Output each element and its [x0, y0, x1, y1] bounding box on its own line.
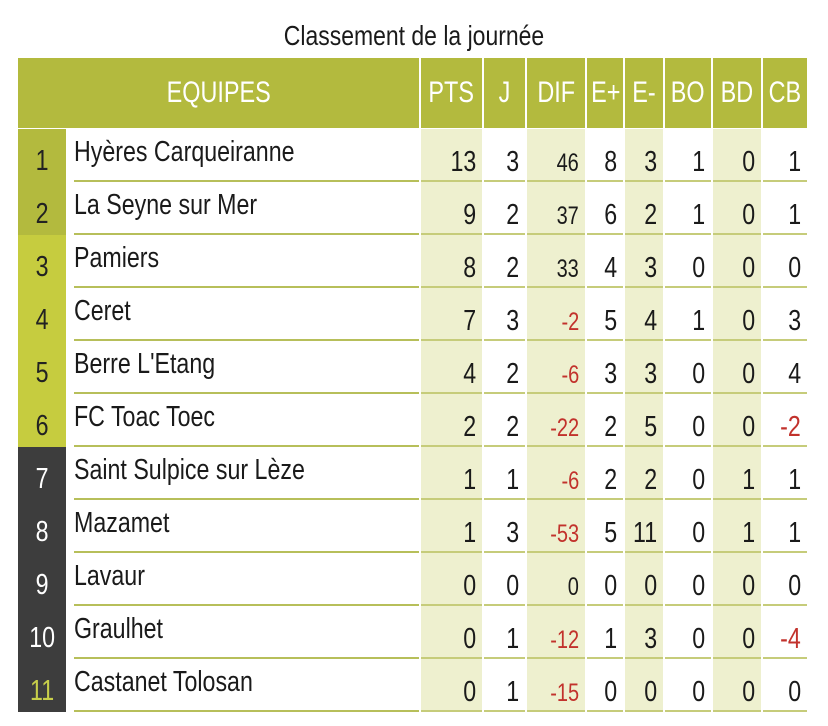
rank-cell: 6	[18, 394, 66, 447]
eplus-cell: 0	[587, 553, 623, 606]
rank-cell: 10	[18, 606, 66, 659]
j-cell: 2	[484, 182, 525, 235]
bo-cell: 1	[665, 182, 711, 235]
page-title: Classement de la journée	[283, 20, 545, 51]
header-pts: PTS	[421, 58, 482, 128]
pts-cell: 13	[421, 129, 482, 182]
eplus-cell: 0	[587, 659, 623, 712]
header-team: EQUIPES	[18, 58, 419, 128]
team-name: La Seyne sur Mer	[74, 182, 419, 235]
bo-cell: 0	[665, 553, 711, 606]
pts-cell: 0	[421, 659, 482, 712]
bd-cell: 0	[713, 394, 761, 447]
bd-cell: 0	[713, 606, 761, 659]
eplus-cell: 5	[587, 500, 623, 553]
rank-cell: 3	[18, 235, 66, 288]
cb-cell: 1	[763, 182, 807, 235]
dif-cell: -22	[527, 394, 585, 447]
dif-cell: 37	[527, 182, 585, 235]
j-cell: 1	[484, 659, 525, 712]
eplus-cell: 4	[587, 235, 623, 288]
cb-cell: 1	[763, 500, 807, 553]
cb-cell: 0	[763, 235, 807, 288]
team-name: FC Toac Toec	[74, 394, 419, 447]
bo-cell: 1	[665, 129, 711, 182]
bo-cell: 0	[665, 394, 711, 447]
eplus-cell: 2	[587, 447, 623, 500]
j-cell: 3	[484, 129, 525, 182]
j-cell: 1	[484, 606, 525, 659]
cb-cell: 3	[763, 288, 807, 341]
bo-cell: 0	[665, 659, 711, 712]
bd-cell: 1	[713, 500, 761, 553]
eplus-cell: 1	[587, 606, 623, 659]
team-name: Hyères Carqueiranne	[74, 129, 419, 182]
eplus-cell: 8	[587, 129, 623, 182]
dif-cell: -2	[527, 288, 585, 341]
pts-cell: 9	[421, 182, 482, 235]
bo-cell: 0	[665, 235, 711, 288]
eminus-cell: 4	[625, 288, 663, 341]
table-row	[18, 659, 828, 712]
table-row	[18, 447, 828, 500]
eminus-cell: 5	[625, 394, 663, 447]
bd-cell: 0	[713, 341, 761, 394]
standings-table	[18, 58, 828, 720]
table-row	[18, 553, 828, 606]
dif-cell: -12	[527, 606, 585, 659]
team-name: Castanet Tolosan	[74, 659, 419, 712]
bo-cell: 0	[665, 606, 711, 659]
eminus-cell: 0	[625, 553, 663, 606]
dif-cell: -6	[527, 341, 585, 394]
pts-cell: 2	[421, 394, 482, 447]
j-cell: 3	[484, 500, 525, 553]
bo-cell: 0	[665, 447, 711, 500]
eminus-cell: 0	[625, 659, 663, 712]
dif-cell: -15	[527, 659, 585, 712]
cb-cell: 0	[763, 553, 807, 606]
j-cell: 2	[484, 394, 525, 447]
header-cb: CB	[763, 58, 807, 128]
eminus-cell: 2	[625, 182, 663, 235]
dif-cell: -6	[527, 447, 585, 500]
bo-cell: 0	[665, 341, 711, 394]
team-name: Saint Sulpice sur Lèze	[74, 447, 419, 500]
cb-cell: 4	[763, 341, 807, 394]
dif-cell: 33	[527, 235, 585, 288]
eminus-cell: 3	[625, 129, 663, 182]
rank-cell: 7	[18, 447, 66, 500]
team-name: Berre L'Etang	[74, 341, 419, 394]
bd-cell: 0	[713, 235, 761, 288]
pts-cell: 8	[421, 235, 482, 288]
rank-cell: 4	[18, 288, 66, 341]
eplus-cell: 2	[587, 394, 623, 447]
eplus-cell: 6	[587, 182, 623, 235]
table-row	[18, 606, 828, 659]
team-name: Mazamet	[74, 500, 419, 553]
header-bd: BD	[713, 58, 761, 128]
dif-cell: -53	[527, 500, 585, 553]
header-eplus: E+	[587, 58, 623, 128]
bd-cell: 0	[713, 553, 761, 606]
table-row	[18, 182, 828, 235]
bd-cell: 0	[713, 659, 761, 712]
table-row	[18, 341, 828, 394]
pts-cell: 1	[421, 500, 482, 553]
pts-cell: 7	[421, 288, 482, 341]
pts-cell: 0	[421, 606, 482, 659]
table-row	[18, 129, 828, 182]
rank-cell: 2	[18, 182, 66, 235]
cb-cell: -2	[763, 394, 807, 447]
j-cell: 3	[484, 288, 525, 341]
bo-cell: 0	[665, 500, 711, 553]
cb-cell: -4	[763, 606, 807, 659]
table-row	[18, 394, 828, 447]
header-bo: BO	[665, 58, 711, 128]
dif-cell: 46	[527, 129, 585, 182]
team-name: Pamiers	[74, 235, 419, 288]
pts-cell: 4	[421, 341, 482, 394]
cb-cell: 1	[763, 447, 807, 500]
table-row	[18, 235, 828, 288]
j-cell: 2	[484, 341, 525, 394]
bd-cell: 0	[713, 129, 761, 182]
dif-cell: 0	[527, 553, 585, 606]
header-dif: DIF	[527, 58, 585, 128]
j-cell: 1	[484, 447, 525, 500]
cb-cell: 0	[763, 659, 807, 712]
pts-cell: 0	[421, 553, 482, 606]
bd-cell: 1	[713, 447, 761, 500]
header-j: J	[484, 58, 525, 128]
j-cell: 2	[484, 235, 525, 288]
pts-cell: 1	[421, 447, 482, 500]
eplus-cell: 5	[587, 288, 623, 341]
bd-cell: 0	[713, 182, 761, 235]
table-row	[18, 288, 828, 341]
rank-cell: 1	[18, 129, 66, 182]
team-name: Lavaur	[74, 553, 419, 606]
team-name: Graulhet	[74, 606, 419, 659]
eminus-cell: 3	[625, 235, 663, 288]
table-row	[18, 500, 828, 553]
eminus-cell: 3	[625, 341, 663, 394]
rank-cell: 9	[18, 553, 66, 606]
rank-cell: 11	[18, 659, 66, 712]
cb-cell: 1	[763, 129, 807, 182]
j-cell: 0	[484, 553, 525, 606]
header-eminus: E-	[625, 58, 663, 128]
team-name: Ceret	[74, 288, 419, 341]
rank-cell: 8	[18, 500, 66, 553]
eminus-cell: 3	[625, 606, 663, 659]
eminus-cell: 2	[625, 447, 663, 500]
bo-cell: 1	[665, 288, 711, 341]
rank-cell: 5	[18, 341, 66, 394]
eplus-cell: 3	[587, 341, 623, 394]
eminus-cell: 11	[625, 500, 663, 553]
bd-cell: 0	[713, 288, 761, 341]
